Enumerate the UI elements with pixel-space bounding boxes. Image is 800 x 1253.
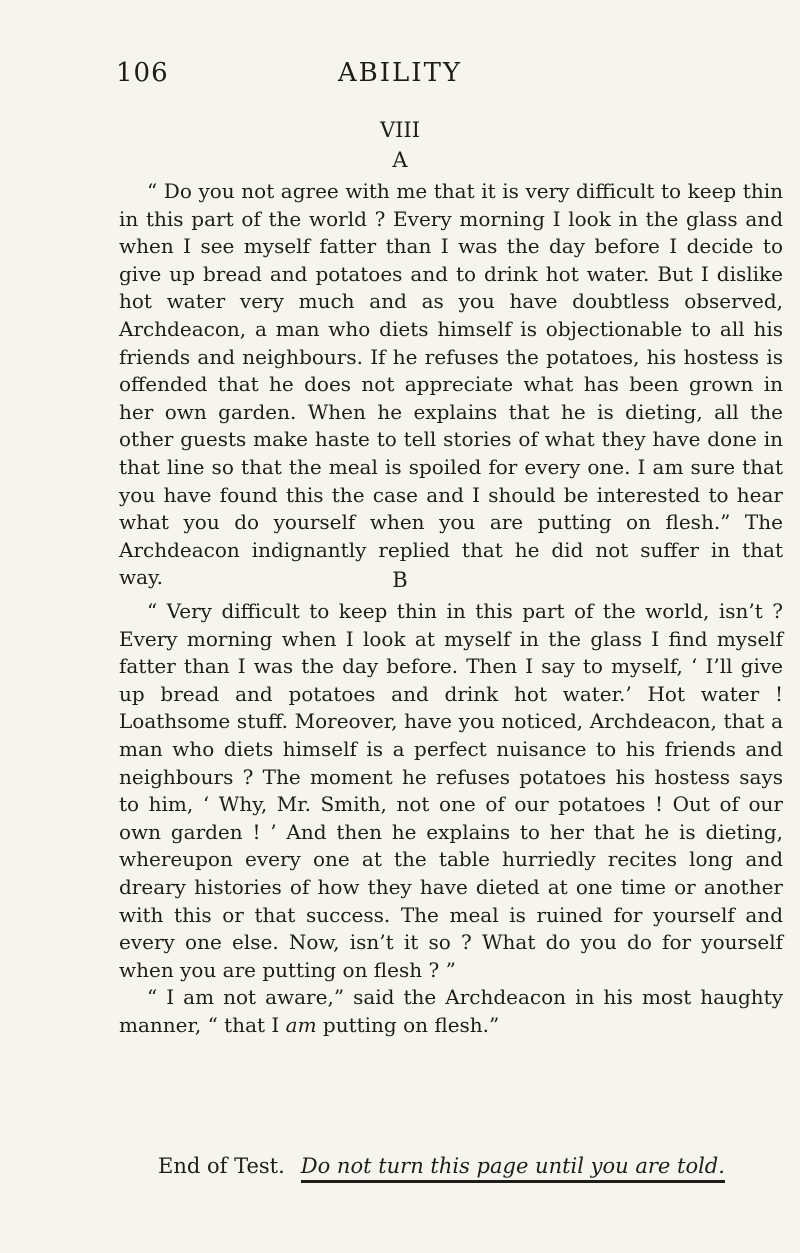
section-b-paragraph-1: “ Very difficult to keep thin in this part of the world, isn’t ? Every morning when I look at myself in the glass I find myself fatter than I was the day before. Then I say to myself, ‘ I’ll give up bread and potatoes and drink hot water.’ Hot water ! Loathsome stuff. Moreover, have you noticed, Archdeacon, that a man who diets himself is a perfect nuisance to his friends and neighbours ? The moment he refuses potatoes his hostess says to him, ‘ Why, Mr. Smith, not one of our potatoes ! Out of our own garden ! ’ And then he explains to her that he is dieting, whereupon every one at the table hurriedly recites long and dreary histories of how they have dieted at one time or another with this or that success. The meal is ruined for yourself and every one else. Now, isn’t it so ? What do you do for yourself when you are putting on flesh ? ” — [119, 599, 783, 982]
section-a-text — [119, 178, 783, 592]
section-b-paragraph-2 — [119, 984, 783, 1039]
end-of-test-footer — [158, 1154, 725, 1183]
instruction-underlined: Do not turn this page until you are told. — [301, 1154, 725, 1183]
running-head — [0, 58, 800, 98]
page-number: 106 — [116, 58, 169, 88]
chapter-number: VIII — [379, 118, 421, 142]
emphasis-am: am — [285, 1012, 317, 1037]
paragraph-2-end: putting on flesh.” — [316, 1012, 500, 1037]
paragraph-2-start: “ I am not aware,” said the Archdeacon in his most haughty manner, “ that I — [119, 985, 783, 1037]
section-b-text — [119, 598, 783, 1040]
running-title: ABILITY — [337, 58, 463, 88]
section-b-label: B — [392, 568, 408, 592]
end-of-test-label: End of Test. — [158, 1154, 285, 1178]
section-a-label: A — [392, 148, 408, 172]
section-a-paragraph: “ Do you not agree with me that it is very difficult to keep thin in this part of the world ? Every morning I look in the glass and when I see myself fatter than I was the day before I decide to give up bread and potatoes and to drink hot water. But I dislike hot water very much and as you have doubtless observed, Archdeacon, a man who diets himself is objectionable to all his friends and neighbours. If he refuses the potatoes, his hostess is offended that he does not appreciate what has been grown in her own garden. When he explains that he is dieting, all the other guests make haste to tell stories of what they have done in that line so that the meal is spoiled for every one. I am sure that you have found this the case and I should be interested to hear what you do yourself when you are putting on flesh.” The Archdeacon indignantly replied that he did not suffer in that way. — [119, 179, 783, 590]
